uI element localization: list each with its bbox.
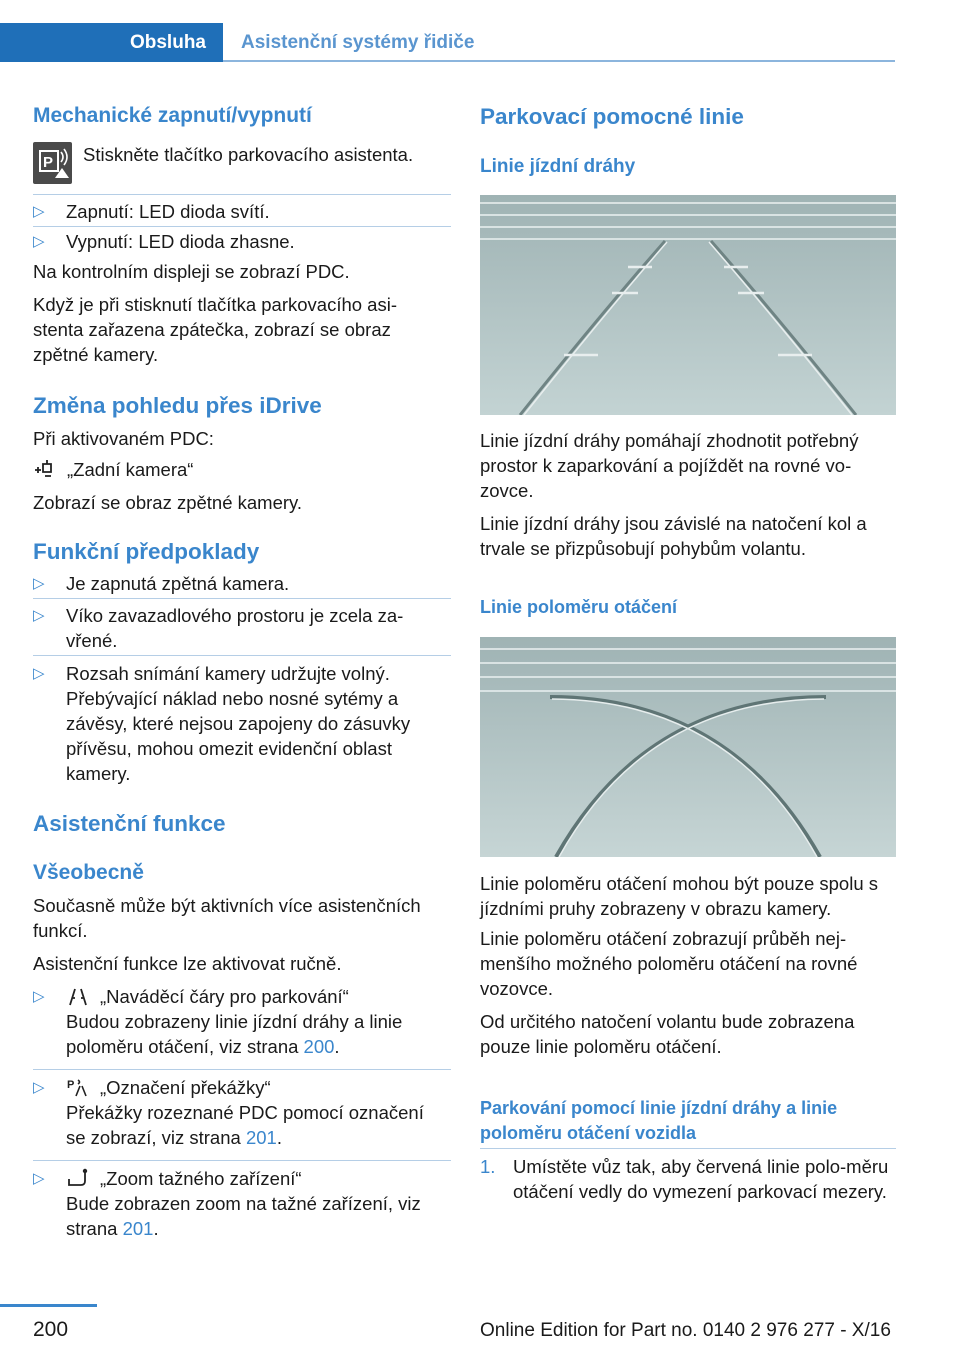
divider	[480, 1148, 896, 1149]
bullet-text: Rozsah snímání kamery udržujte volný. Přebývající náklad nebo nosné sytémy a závěsy, které nejsou zapojeny do zásuvky přívěsu, mohou omezit evidenční oblast kamery.	[66, 663, 411, 784]
heading-lane: Linie jízdní dráhy	[480, 156, 636, 177]
svg-text:P: P	[67, 1079, 75, 1091]
camera-menu-item	[33, 457, 193, 482]
paragraph: Linie jízdní dráhy pomáhají zhodnotit potřebný prostor k zaparkování a pojíždět na rovné vo-zovce.	[480, 430, 859, 501]
bullet-icon: ▷	[33, 665, 45, 682]
heading-idrive: Změna pohledu přes iDrive	[33, 393, 322, 418]
list-item	[33, 571, 451, 596]
camera-label: „Zadní kamera“	[67, 459, 194, 480]
mech-text: Stiskněte tlačítko parkovacího asistenta.	[83, 144, 414, 165]
page-link[interactable]: 200	[303, 1036, 335, 1057]
list-item	[33, 229, 451, 254]
footer-rule	[0, 1304, 97, 1307]
list-item	[33, 984, 451, 1059]
paragraph: Když je při stisknutí tlačítka parkovacího asi-stenta zařazena zpátečka, zobrazí se obraz zpětné kamery.	[33, 294, 397, 365]
tab-obsluha[interactable]: Obsluha	[0, 23, 223, 62]
lane-lines-image	[480, 195, 896, 415]
heading-prereq: Funkční předpoklady	[33, 539, 260, 564]
bullet-icon: ▷	[33, 607, 45, 624]
edition-text: Online Edition for Part no. 0140 2 976 277 - X/16	[480, 1320, 891, 1341]
step-number: 1.	[480, 1156, 496, 1177]
paragraph: Linie poloměru otáčení zobrazují průběh nej-menšího možného poloměru otáčení na rovné vozovce.	[480, 928, 858, 999]
list-item	[33, 1075, 451, 1150]
paragraph: Při aktivovaném PDC:	[33, 428, 214, 449]
step-text: Umístěte vůz tak, aby červená linie polo-měru otáčení vedly do vymezení parkovací mezery.	[513, 1156, 889, 1202]
paragraph: Linie jízdní dráhy jsou závislé na natočení kol a trvale se přizpůsobují pohybům volantu.	[480, 513, 867, 559]
paragraph: Asistenční funkce lze aktivovat ručně.	[33, 953, 342, 974]
bullet-text: Je zapnutá zpětná kamera.	[66, 573, 290, 594]
bullet-icon: ▷	[33, 988, 45, 1005]
page-number: 200	[33, 1318, 69, 1341]
parking-sensor-icon	[33, 142, 72, 184]
heading-parking: Parkování pomocí linie jízdní dráhy a linie poloměru otáčení vozidla	[480, 1098, 838, 1143]
paragraph: Současně může být aktivních více asistenčních funkcí.	[33, 895, 421, 941]
heading-assist: Asistenční funkce	[33, 811, 226, 836]
bullet-text: Víko zavazadlového prostoru je zcela za-vřené.	[66, 605, 404, 651]
rear-camera-icon	[33, 458, 57, 480]
bullet-icon: ▷	[33, 1079, 45, 1096]
paragraph: Od určitého natočení volantu bude zobrazena pouze linie poloměru otáčení.	[480, 1011, 855, 1057]
bullet-icon: ▷	[33, 233, 45, 250]
lane-lines-illustration	[480, 195, 896, 415]
tab-divider	[223, 60, 895, 62]
heading-general: Všeobecně	[33, 861, 144, 884]
bullet-icon: ▷	[33, 203, 45, 220]
obstacle-marking-icon	[66, 1076, 90, 1098]
list-item	[480, 1154, 896, 1229]
divider	[33, 655, 451, 656]
list-item	[33, 661, 451, 786]
bullet-text: P „Označení překážky“ Překážky rozeznané PDC pomocí označení se zobrazí, viz strana 201.	[66, 1077, 424, 1148]
list-item	[33, 603, 451, 653]
heading-lines: Parkovací pomocné linie	[480, 104, 744, 129]
paragraph: Na kontrolním displeji se zobrazí PDC.	[33, 261, 350, 282]
bullet-icon: ▷	[33, 1170, 45, 1187]
bullet-text: Zapnutí: LED dioda svítí.	[66, 201, 270, 222]
divider	[33, 598, 451, 599]
divider	[33, 1069, 451, 1070]
header-tabs	[0, 23, 895, 62]
page-link[interactable]: 201	[122, 1218, 154, 1239]
heading-turn: Linie poloměru otáčení	[480, 597, 678, 617]
heading-mech: Mechanické zapnutí/vypnutí	[33, 104, 312, 127]
bullet-icon: ▷	[33, 575, 45, 592]
bullet-text: „Zoom tažného zařízení“ Bude zobrazen zoom na tažné zařízení, viz strana 201.	[66, 1168, 421, 1239]
parking-guide-icon	[66, 985, 90, 1007]
paragraph: Linie poloměru otáčení mohou být pouze spolu s jízdními pruhy zobrazeny v obrazu kamery.	[480, 873, 879, 919]
bullet-text: Vypnutí: LED dioda zhasne.	[66, 231, 295, 252]
bullet-text: „Naváděcí čáry pro parkování“ Budou zobrazeny linie jízdní dráhy a linie poloměru otáčení, viz strana 200.	[66, 986, 403, 1057]
svg-text:P: P	[43, 154, 54, 171]
paragraph: Zobrazí se obraz zpětné kamery.	[33, 492, 303, 513]
tab-section[interactable]: Asistenční systémy řidiče	[241, 31, 475, 53]
divider	[33, 1160, 451, 1161]
divider	[33, 226, 451, 227]
tow-hitch-icon	[66, 1167, 90, 1189]
turning-radius-image	[480, 637, 896, 857]
turning-radius-illustration	[480, 637, 896, 857]
list-item	[33, 1166, 451, 1241]
divider	[33, 194, 451, 195]
list-item	[33, 199, 451, 224]
page-link[interactable]: 201	[245, 1127, 277, 1148]
